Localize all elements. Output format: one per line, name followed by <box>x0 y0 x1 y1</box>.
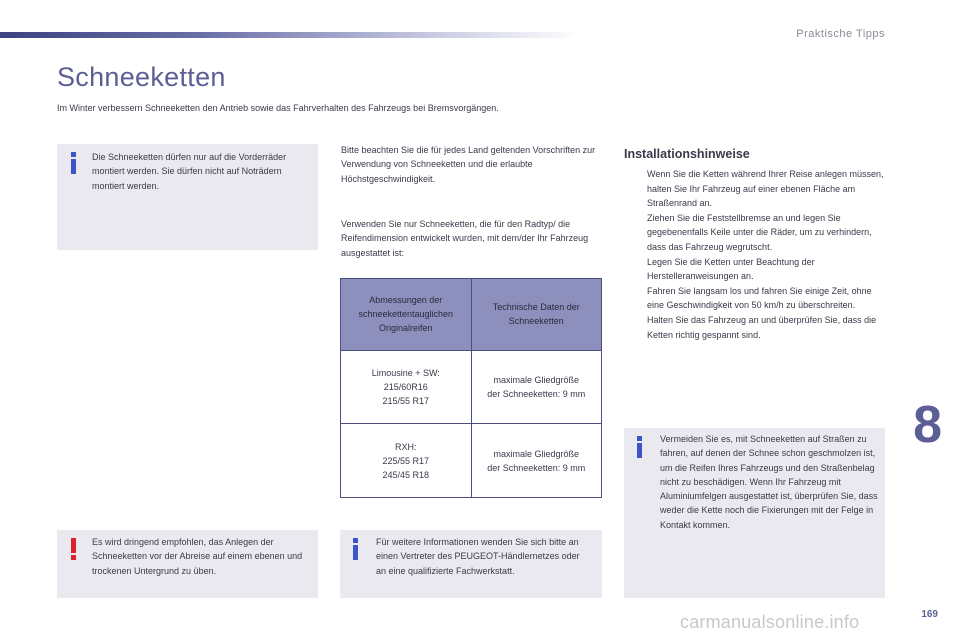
list-item: Legen Sie die Ketten unter Beachtung der Herstelleranweisungen an. <box>647 256 815 282</box>
watermark: carmanualsonline.info <box>680 612 860 632</box>
tyre-model: RXH: <box>394 441 417 452</box>
info-box-text: Vermeiden Sie es, mit Schneeketten auf Straßen zu fahren, auf denen der Schnee schon geschmolzen ist, um die Reifen Ihres Fahrzeugs und den Straßenbelag nicht zu beschädigen. Wenn Ihr Fahrzeug mit Aluminiumfelgen ausgestattet ist, überprüfen Sie, dass weder die Kette noch die Fixierungen mit der Felge in Kontakt kommen. <box>660 434 878 530</box>
info-icon <box>353 538 358 560</box>
installation-steps <box>624 167 886 342</box>
table-header-chains: Technische Daten der Schneeketten <box>471 279 602 351</box>
warning-box-text: Es wird dringend empfohlen, das Anlegen der Schneeketten vor der Abreise auf einem ebenen und trockenen Untergrund zu üben. <box>92 537 303 576</box>
chain-spec-line: der Schneeketten: 9 mm <box>487 462 586 473</box>
table-cell-tyres <box>341 350 472 424</box>
chain-spec-line: maximale Gliedgröße <box>493 374 580 385</box>
chain-spec-line: maximale Gliedgröße <box>493 448 580 459</box>
chain-spec-table <box>340 278 602 498</box>
info-box-text: Für weitere Informationen wenden Sie sich bitte an einen Vertreter des PEUGEOT-Händlernetzes oder an eine qualifizierte Fachwerkstatt. <box>376 537 580 576</box>
info-box-dealer <box>340 530 602 598</box>
info-icon <box>637 436 642 458</box>
list-item: Wenn Sie die Ketten während Ihrer Reise anlegen müssen, halten Sie Ihr Fahrzeug auf einer ebenen Fläche am Straßenrand an. <box>647 169 884 209</box>
chain-type-paragraph: Verwenden Sie nur Schneeketten, die für den Radtyp/ die Reifendimension entwickelt wurden, mit dem/der Ihr Fahrzeug ausgestattet ist: <box>341 219 589 258</box>
installation-heading: Installationshinweise <box>624 147 750 161</box>
regulations-paragraph: Bitte beachten Sie die für jedes Land geltenden Vorschriften zur Verwendung von Schneeketten und die erlaubte Höchstgeschwindigkeit. <box>341 145 596 184</box>
table-row <box>341 350 602 424</box>
tyre-size: 215/60R16 <box>383 381 428 392</box>
page-title: Schneeketten <box>57 62 226 92</box>
list-item: Ziehen Sie die Feststellbremse an und legen Sie gegebenenfalls Keile unter die Räder, um zu verhindern, dass das Fahrzeug wegrutscht. <box>647 212 872 252</box>
table-row <box>341 424 602 498</box>
info-icon <box>71 152 76 174</box>
chapter-number: 8 <box>913 396 942 454</box>
table-header-row <box>341 279 602 351</box>
page-number: 169 <box>921 609 938 620</box>
header-gradient-bar <box>0 32 580 38</box>
tyre-model: Limousine + SW: <box>371 367 440 378</box>
table-cell-tyres <box>341 424 472 498</box>
table-cell-spec <box>471 424 602 498</box>
table-cell-spec <box>471 350 602 424</box>
tyre-size: 215/55 R17 <box>382 395 430 406</box>
info-box-text: Die Schneeketten dürfen nur auf die Vorderräder montiert werden. Sie dürfen nicht auf Noträdern montiert werden. <box>92 152 287 191</box>
info-box-front-wheels <box>57 144 318 250</box>
warning-box-practice <box>57 530 318 598</box>
section-label: Praktische Tipps <box>796 28 885 40</box>
warning-icon <box>71 538 77 560</box>
chain-spec-line: der Schneeketten: 9 mm <box>487 388 586 399</box>
list-item: Halten Sie das Fahrzeug an und überprüfen Sie, dass die Ketten richtig gespannt sind. <box>647 314 877 340</box>
list-item: Fahren Sie langsam los und fahren Sie einige Zeit, ohne eine Geschwindigkeit von 50 km/h zu überschreiten. <box>647 285 872 311</box>
tyre-size: 245/45 R18 <box>382 469 430 480</box>
tyre-size: 225/55 R17 <box>382 455 430 466</box>
info-box-melted-snow <box>624 428 885 598</box>
table-header-tyres: Abmessungen der schneekettentauglichen Originalreifen <box>341 279 472 351</box>
intro-text: Im Winter verbessern Schneeketten den Antrieb sowie das Fahrverhalten des Fahrzeugs bei Bremsvorgängen. <box>57 103 499 113</box>
